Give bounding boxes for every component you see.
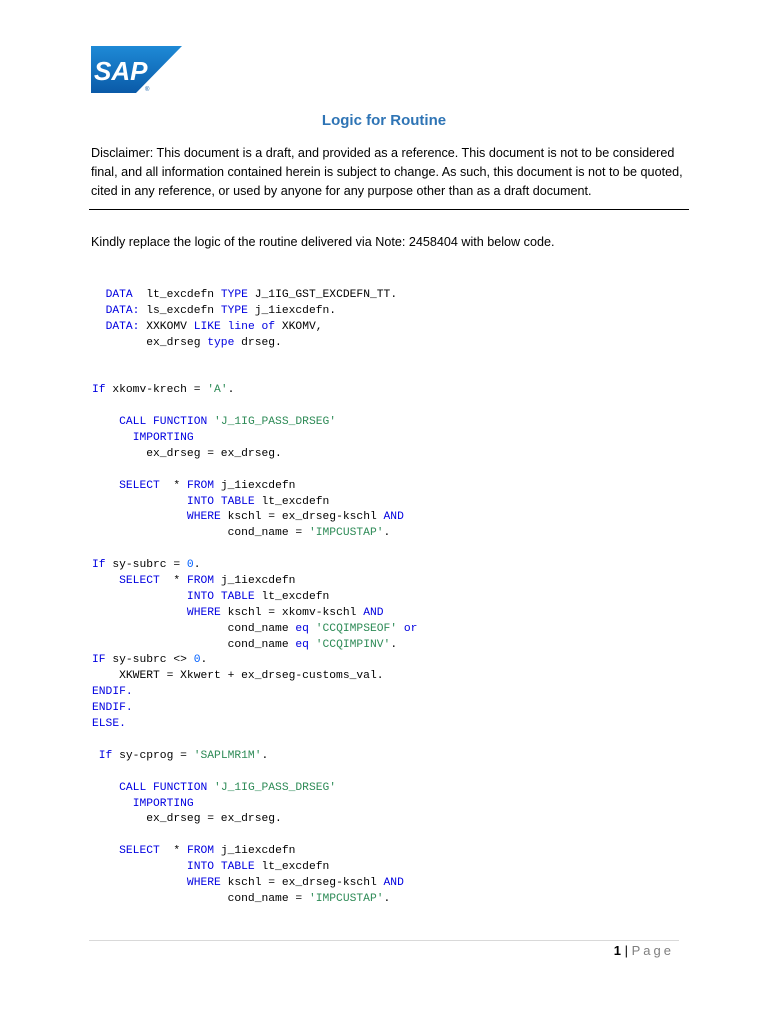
page-label: Page [631,943,674,958]
code-line: ex_drseg = ex_drseg. [92,813,282,826]
code-line: DATA: ls_excdefn TYPE j_1iexcdefn. [105,304,337,317]
code-line [92,828,417,844]
code-line: SELECT * FROM j_1iexcdefn [119,479,296,492]
code-line: ex_drseg type drseg. [92,336,282,349]
code-line: IF sy-subrc <> 0. [92,654,208,667]
code-line [92,463,417,479]
code-line: WHERE kschl = xkomv-kschl AND [186,606,384,619]
code-line [92,352,417,368]
sap-logo [91,46,182,93]
code-line: ENDIF. [92,702,133,715]
code-line: IMPORTING [132,797,194,810]
code-line: INTO TABLE lt_excdefn [186,495,330,508]
code-line [92,733,417,749]
code-line [92,765,417,781]
code-line: INTO TABLE lt_excdefn [186,861,330,874]
code-line [92,367,417,383]
code-line [92,542,417,558]
code-line: cond_name eq 'CCQIMPINV'. [92,638,398,651]
code-line: WHERE kschl = ex_drseg-kschl AND [186,511,404,524]
code-line: SELECT * FROM j_1iexcdefn [119,575,296,588]
code-line: WHERE kschl = ex_drseg-kschl AND [186,876,404,889]
code-line: If sy-subrc = 0. [92,559,201,572]
code-line: XKWERT = Xkwert + ex_drseg-customs_val. [92,670,384,683]
code-line: DATA lt_excdefn TYPE J_1IG_GST_EXCDEFN_TT. [105,289,398,301]
code-block [92,288,417,908]
footer-divider [89,940,679,941]
code-line: ELSE. [92,718,126,731]
code-line: If xkomv-krech = 'A'. [92,384,235,397]
registered-mark: ® [145,87,150,93]
code-line: INTO TABLE lt_excdefn [186,590,330,603]
page-footer [614,943,674,958]
footer-separator: | [621,943,632,958]
code-line: ex_drseg = ex_drseg. [92,447,282,460]
code-line: If sy-cprog = 'SAPLMR1M'. [98,749,269,762]
code-line: ENDIF. [92,686,133,699]
code-line: cond_name eq 'CCQIMPSEOF' or [92,622,418,635]
code-line: CALL FUNCTION 'J_1IG_PASS_DRSEG' [119,781,337,794]
code-line: cond_name = 'IMPCUSTAP'. [92,892,391,905]
page-title: Logic for Routine [321,112,447,129]
intro-text: Kindly replace the logic of the routine delivered via Note: 2458404 with below code. [91,235,555,249]
logo-text: SAP [94,56,148,86]
divider [89,209,689,210]
disclaimer-text: Disclaimer: This document is a draft, and provided as a reference. This document is not to be considered final, and all information contained herein is subject to change. As such, this document is not to be quoted, cited in any reference, or used by anyone for any purpose other than as a draft document. [91,146,683,198]
code-line: CALL FUNCTION 'J_1IG_PASS_DRSEG' [119,416,337,429]
code-line: DATA: XXKOMV LIKE line of XKOMV, [105,320,323,333]
page-number: 1 [613,943,622,958]
code-line: cond_name = 'IMPCUSTAP'. [92,527,391,540]
code-line: SELECT * FROM j_1iexcdefn [119,845,296,858]
code-line: IMPORTING [132,432,194,445]
code-line [92,399,417,415]
